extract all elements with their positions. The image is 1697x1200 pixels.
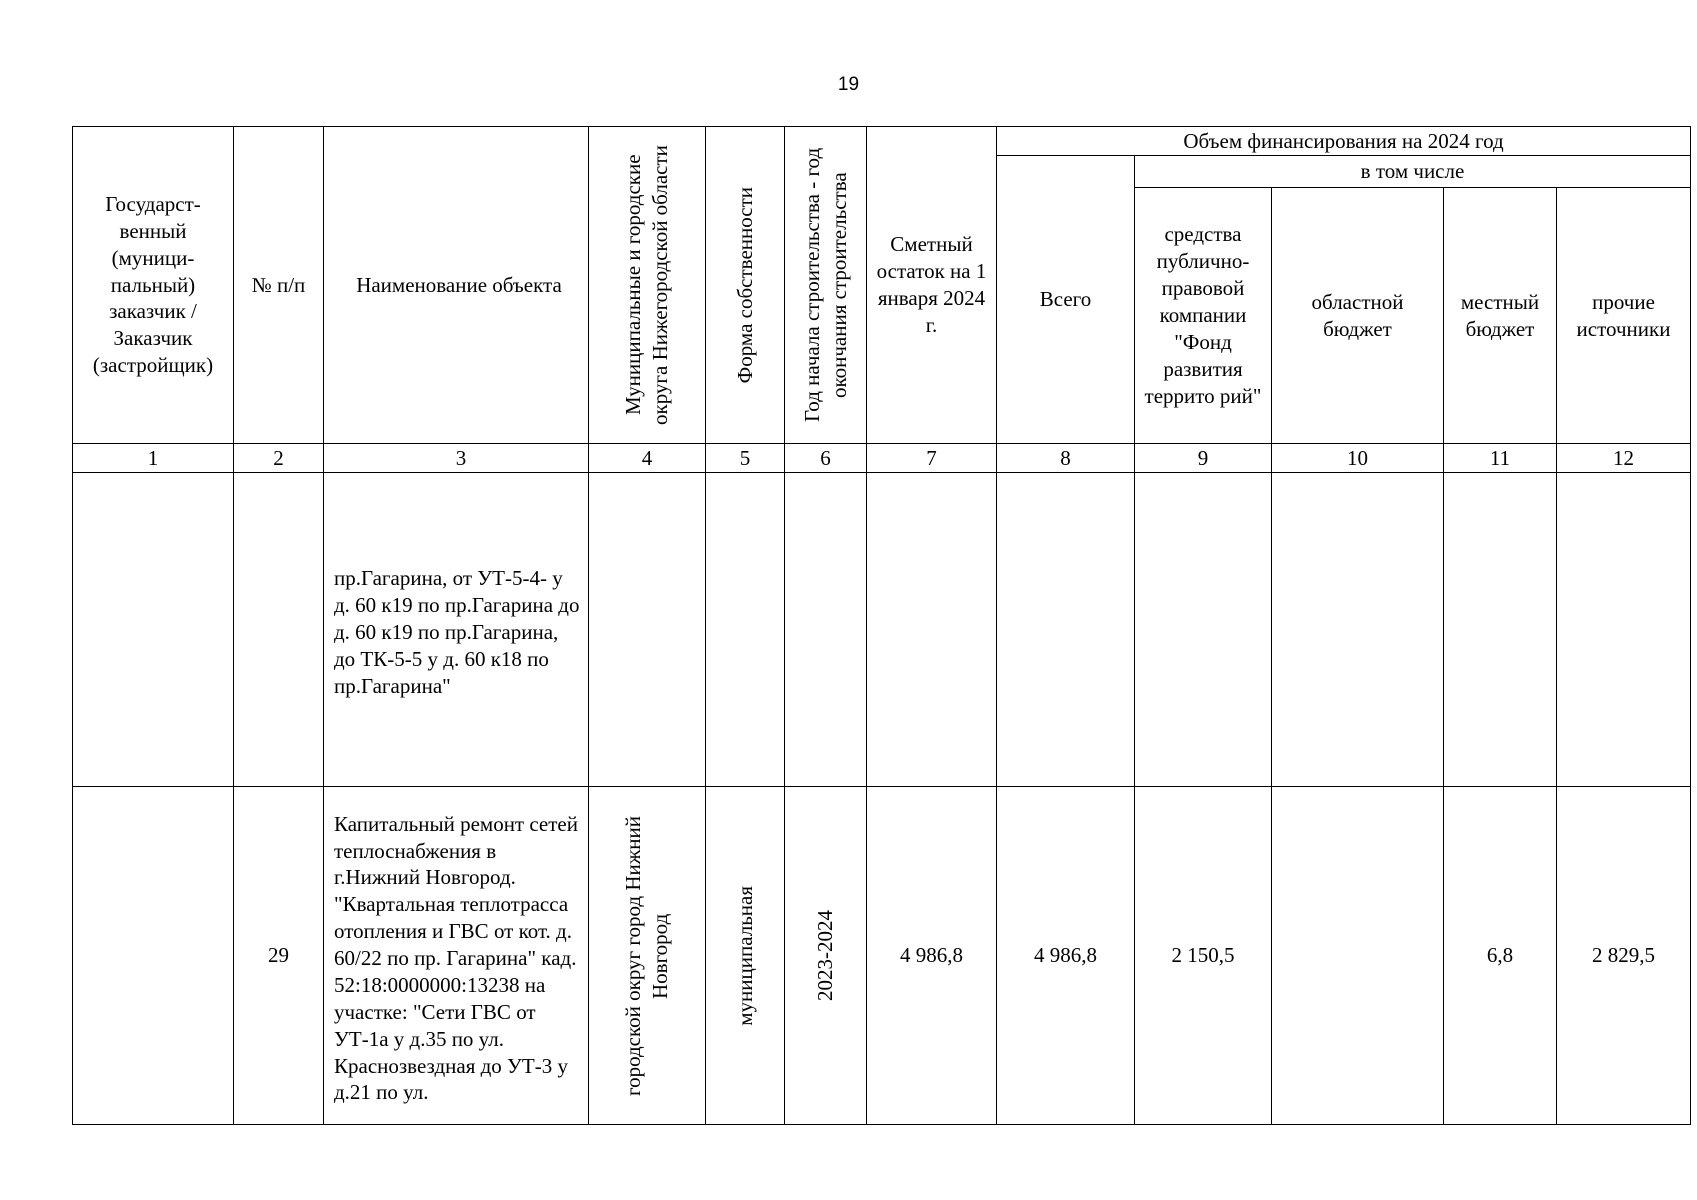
- cell-object-name: Капитальный ремонт сетей теплоснабжения в г.Нижний Новгород. "Квартальная теплотрасса отопления и ГВС от кот. д. 60/22 по пр. Гагарина" кад. 52:18:0000000:13238 на участке: "Сети ГВС от УТ-1а у д.35 по ул. Краснозвездная до УТ-3 у д.21 по ул.: [324, 787, 589, 1125]
- header-row-1: [73, 127, 1691, 156]
- header-total: Всего: [997, 156, 1135, 444]
- header-municipality: Муниципальные и городские округа Нижегородской области: [589, 127, 706, 444]
- column-numbers-row: [73, 444, 1691, 473]
- cell-estimate: [867, 473, 997, 787]
- cell-years: [785, 473, 867, 787]
- column-number: 2: [234, 444, 324, 473]
- cell-municipality: городской округ город Нижний Новгород: [589, 787, 706, 1125]
- cell-customer: [73, 787, 234, 1125]
- cell-years: 2023-2024: [785, 787, 867, 1125]
- cell-other: 2 829,5: [1557, 787, 1691, 1125]
- column-number: 4: [589, 444, 706, 473]
- cell-total: [997, 473, 1135, 787]
- cell-customer: [73, 473, 234, 787]
- header-object-name: Наименование объекта: [324, 127, 589, 444]
- cell-local: [1444, 473, 1557, 787]
- header-regional: областной бюджет: [1272, 188, 1444, 444]
- page-number: 19: [837, 74, 860, 95]
- cell-local: 6,8: [1444, 787, 1557, 1125]
- header-financing-group: Объем финансирования на 2024 год: [997, 127, 1691, 156]
- cell-total: 4 986,8: [997, 787, 1135, 1125]
- cell-regional: [1272, 787, 1444, 1125]
- cell-regional: [1272, 473, 1444, 787]
- header-including: в том числе: [1135, 156, 1691, 188]
- column-number: 12: [1557, 444, 1691, 473]
- cell-estimate: 4 986,8: [867, 787, 997, 1125]
- header-years: Год начала строительства - год окончания строительства: [785, 127, 867, 444]
- header-other: прочие источники: [1557, 188, 1691, 444]
- column-number: 10: [1272, 444, 1444, 473]
- table-row: [73, 473, 1691, 787]
- column-number: 8: [997, 444, 1135, 473]
- cell-fund: 2 150,5: [1135, 787, 1272, 1125]
- column-number: 5: [706, 444, 785, 473]
- cell-ownership: [706, 473, 785, 787]
- cell-number: [234, 473, 324, 787]
- table-row: [73, 787, 1691, 1125]
- cell-other: [1557, 473, 1691, 787]
- cell-municipality: [589, 473, 706, 787]
- column-number: 1: [73, 444, 234, 473]
- cell-object-name: пр.Гагарина, от УТ-5-4- у д. 60 к19 по пр.Гагарина до д. 60 к19 по пр.Гагарина, до ТК-5-5 у д. 60 к18 по пр.Гагарина": [324, 473, 589, 787]
- column-number: 3: [324, 444, 589, 473]
- column-number: 11: [1444, 444, 1557, 473]
- header-customer: Государст-венный (муници-пальный) заказчик / Заказчик (застройщик): [73, 127, 234, 444]
- cell-fund: [1135, 473, 1272, 787]
- cell-ownership: муниципальная: [706, 787, 785, 1125]
- column-number: 7: [867, 444, 997, 473]
- header-ownership: Форма собственности: [706, 127, 785, 444]
- cell-number: 29: [234, 787, 324, 1125]
- header-fund: средства публично-правовой компании "Фонд развития террито рий": [1135, 188, 1272, 444]
- header-estimate: Сметный остаток на 1 января 2024 г.: [867, 127, 997, 444]
- column-number: 9: [1135, 444, 1272, 473]
- header-local: местный бюджет: [1444, 188, 1557, 444]
- column-number: 6: [785, 444, 867, 473]
- financing-table: [72, 126, 1691, 1125]
- header-number: № п/п: [234, 127, 324, 444]
